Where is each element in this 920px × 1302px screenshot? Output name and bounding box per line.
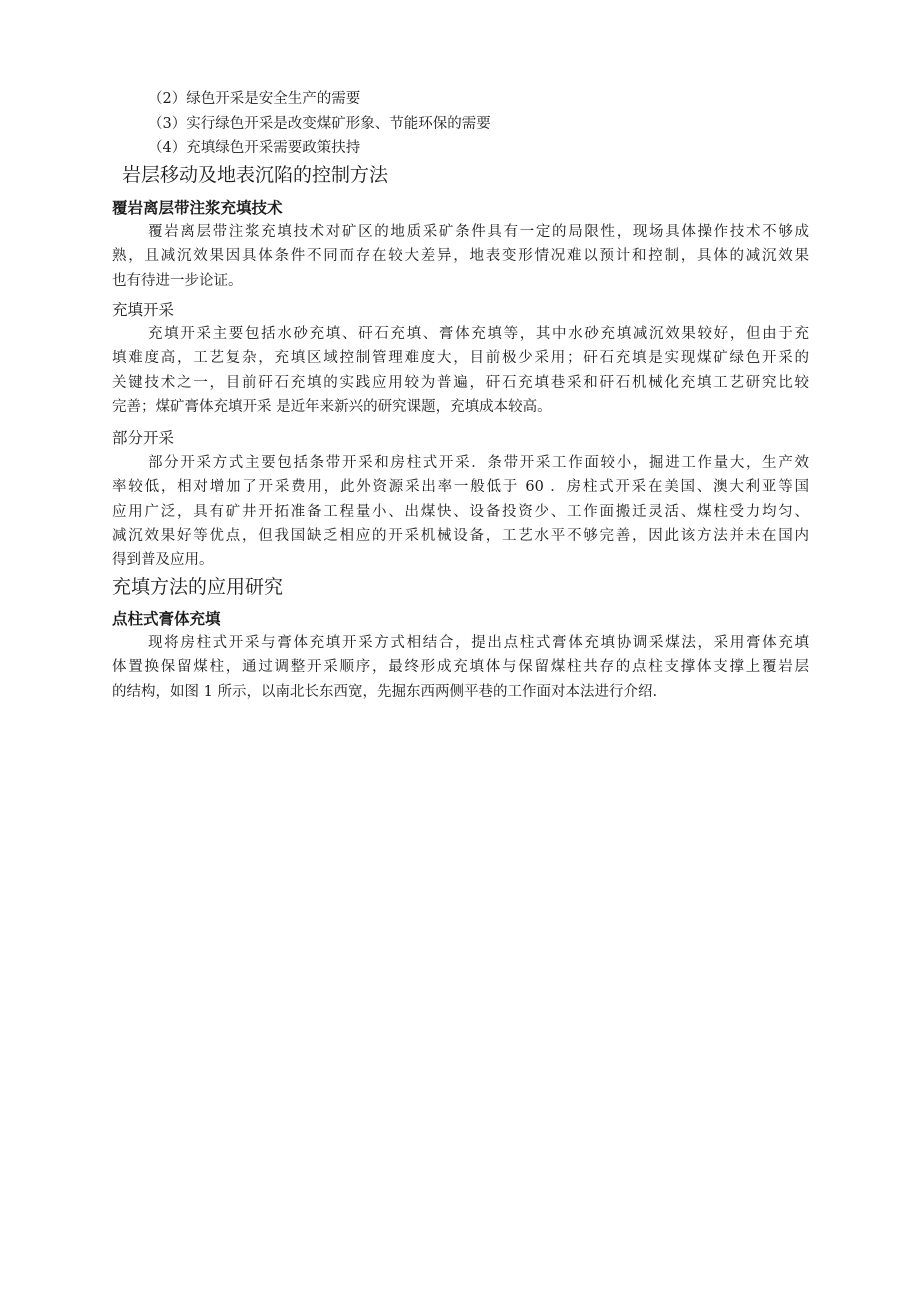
paragraph-line: 体置换保留煤柱，通过调整开采顺序，最终形成充填体与保留煤柱共存的点柱支撑体支撑上覆岩层 — [112, 659, 809, 676]
paragraph-partial-mining — [112, 451, 809, 572]
paragraph-grouting — [112, 220, 809, 293]
list-item: （4）充填绿色开采需要政策扶持 — [148, 140, 361, 156]
subsection-heading-backfill-mining: 充填开采 — [112, 301, 175, 319]
subsection-heading-point-pillar: 点柱式膏体充填 — [112, 610, 221, 628]
paragraph-line: 减沉效果好等优点，但我国缺乏相应的开采机械设备，工艺水平不够完善，因此该方法并未在国内 — [112, 527, 809, 544]
paragraph-point-pillar — [112, 631, 809, 704]
list-item: （2）绿色开采是安全生产的需要 — [148, 91, 361, 107]
list-item: （3）实行绿色开采是改变煤矿形象、节能环保的需要 — [148, 116, 491, 132]
paragraph-line: 应用广泛，具有矿井开拓准备工程量小、出煤快、设备投资少、工作面搬迁灵活、煤柱受力均匀、 — [112, 503, 809, 520]
paragraph-line: 完善；煤矿膏体充填开采 是近年来新兴的研究课题，充填成本较高。 — [112, 398, 552, 415]
section-heading-rock-movement: 岩层移动及地表沉陷的控制方法 — [122, 164, 389, 186]
subsection-heading-partial-mining: 部分开采 — [112, 429, 175, 447]
paragraph-line: 率较低，相对增加了开采费用，此外资源采出率一般低于 60 ．房柱式开采在美国、澳大利亚等国 — [112, 479, 809, 496]
paragraph-line: 现将房柱式开采与膏体充填开采方式相结合，提出点柱式膏体充填协调采煤法，采用膏体充填 — [148, 635, 809, 651]
section-heading-application: 充填方法的应用研究 — [112, 576, 284, 598]
paragraph-line: 关键技术之一，目前矸石充填的实践应用较为普遍，矸石充填巷采和矸石机械化充填工艺研究比较 — [112, 374, 809, 391]
paragraph-line: 部分开采方式主要包括条带开采和房柱式开采．条带开采工作面较小，掘进工作量大，生产效 — [148, 455, 809, 471]
paragraph-line: 得到普及应用。 — [112, 552, 214, 569]
paragraph-line: 也有待进一步论证。 — [112, 272, 243, 289]
paragraph-line: 覆岩离层带注浆充填技术对矿区的地质采矿条件具有一定的局限性，现场具体操作技术不够成 — [148, 224, 809, 240]
paragraph-backfill-mining — [112, 322, 809, 419]
subsection-heading-grouting: 覆岩离层带注浆充填技术 — [112, 199, 283, 217]
paragraph-line: 熟，且减沉效果因具体条件不同而存在较大差异，地表变形情况难以预计和控制，具体的减沉效果 — [112, 248, 809, 265]
paragraph-line: 的结构，如图 1 所示，以南北长东西宽，先掘东西两侧平巷的工作面对本法进行介绍. — [112, 683, 658, 700]
paragraph-line: 填难度高，工艺复杂，充填区域控制管理难度大，目前极少采用；矸石充填是实现煤矿绿色开采的 — [112, 350, 809, 367]
paragraph-line: 充填开采主要包括水砂充填、矸石充填、膏体充填等，其中水砂充填减沉效果较好，但由于充 — [148, 326, 809, 342]
